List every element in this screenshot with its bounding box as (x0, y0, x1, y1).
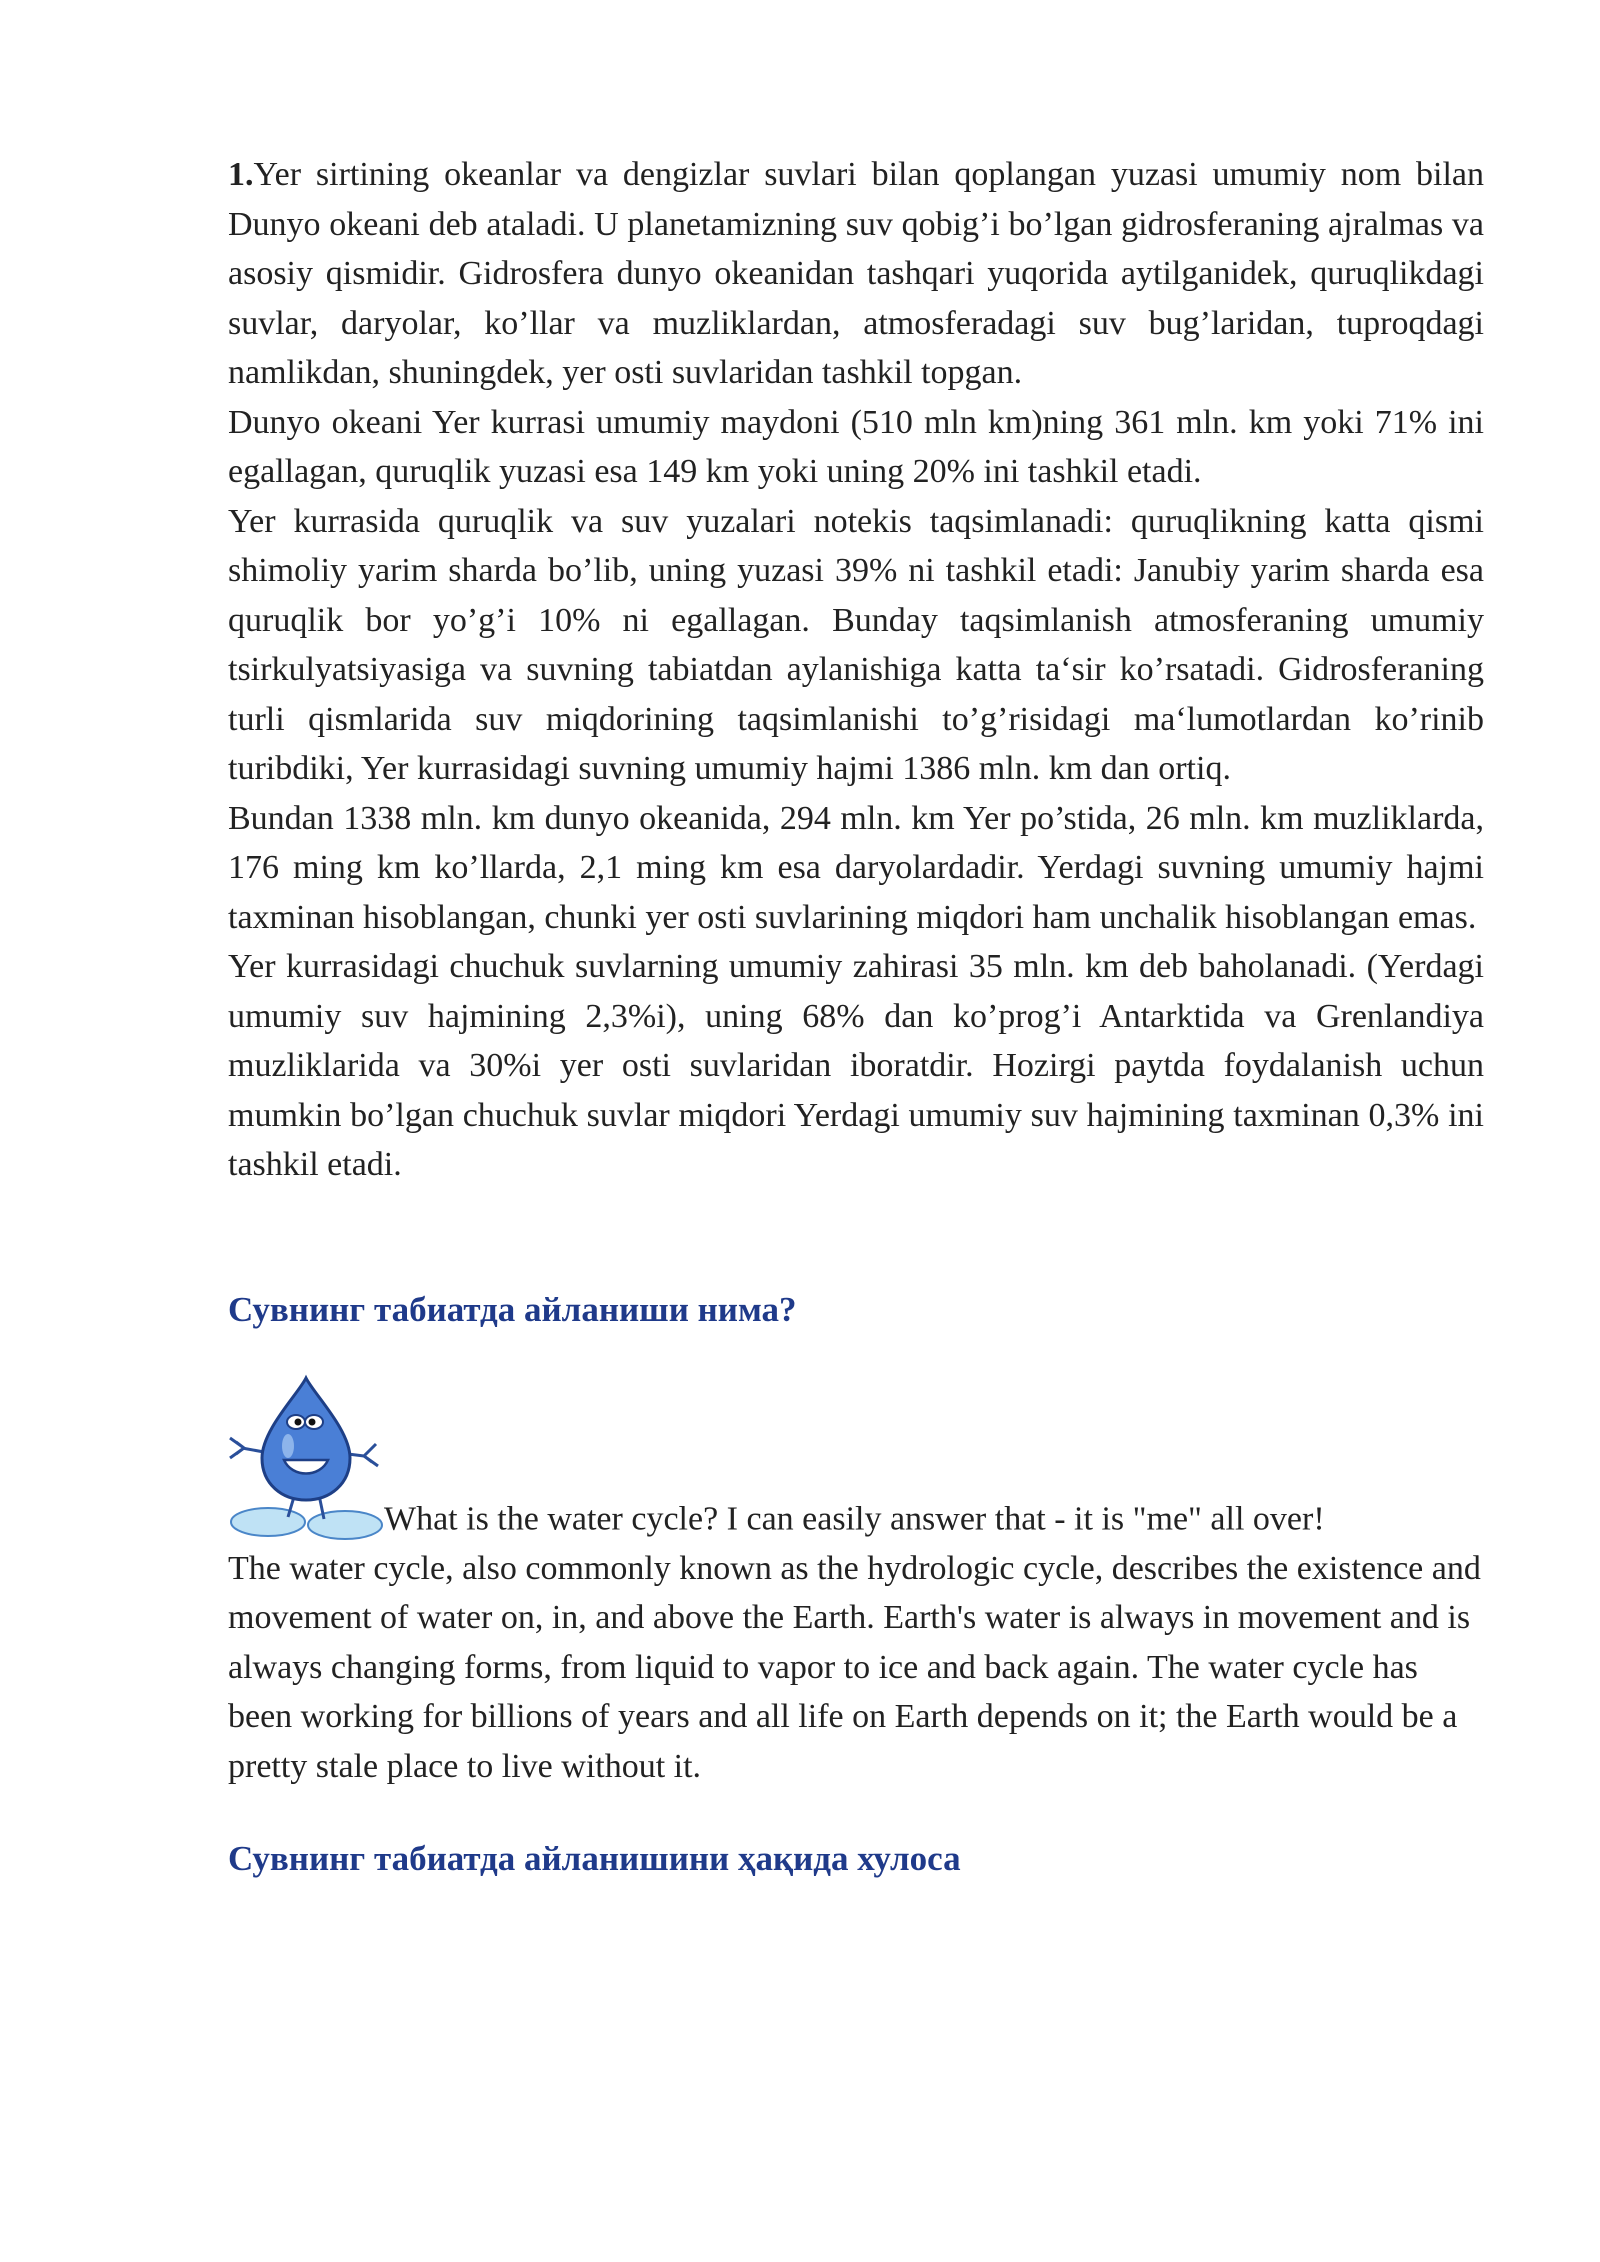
document-page (228, 150, 1484, 1883)
paragraph-water-cycle (228, 1372, 1484, 1792)
water-cycle-first-line: What is the water cycle? I can easily answer that - it is "me" all over! (384, 1500, 1325, 1537)
water-drop-mascot-icon (226, 1372, 384, 1544)
paragraph-ocean-area: Dunyo okeani Yer kurrasi umumiy maydoni (510 mln km)ning 361 mln. km yoki 71% ini egallagan, quruqlik yuzasi esa 149 km yoki uning 20% ini tashkil etadi. (228, 403, 1484, 490)
paragraph-intro (228, 150, 1484, 398)
water-cycle-block (228, 1372, 1484, 1792)
heading-water-cycle-conclusion: Сувнинг табиатда айланишини ҳақида хулоса (228, 1839, 961, 1878)
paragraph-intro-text: Yer sirtining okeanlar va dengizlar suvlari bilan qoplangan yuzasi umumiy nom bilan Dunyo okeani deb ataladi. U planetamizning suv qobig’i bo’lgan gidrosferaning ajralmas va asosiy qismidir. Gidrosfera dunyo okeanidan tashqari yuqorida aytilganidek, quruqlikdagi suvlar, daryolar, ko’llar va muzliklardan, atmosferadagi suv bug’laridan, tuproqdagi namlikdan, shuningdek, yer osti suvlaridan tashkil topgan. (228, 156, 1484, 391)
paragraph-fresh-water: Yer kurrasidagi chuchuk suvlarning umumiy zahirasi 35 mln. km deb baholanadi. (Yerdagi umumiy suv hajmining 2,3%i), uning 68% dan ko’prog’i Antarktida va Grenlandiya muzliklarida va 30%i yer osti suvlaridan iboratdir. Hozirgi paytda foydalanish uchun mumkin bo’lgan chuchuk suvlar miqdori Yerdagi umumiy suv hajmining taxminan 0,3% ini tashkil etadi. (228, 948, 1484, 1183)
paragraph-water-volumes: Bundan 1338 mln. km dunyo okeanida, 294 mln. km Yer po’stida, 26 mln. km muzliklarda, 176 ming km ko’llarda, 2,1 ming km esa daryolardadir. Yerdagi suvning umumiy hajmi taxminan hisoblangan, chunki yer osti suvlarining miqdori ham unchalik hisoblangan emas. (228, 799, 1484, 936)
section-number: 1. (228, 156, 254, 193)
paragraph-land-distribution: Yer kurrasida quruqlik va suv yuzalari notekis taqsimlanadi: quruqlikning katta qismi shimoliy yarim sharda bo’lib, uning yuzasi 39% ni tashkil etadi: Janubiy yarim sharda esa quruqlik bor yo’g’i 10% ni egallagan. Bunday taqsimlanish atmosferaning umumiy tsirkulyatsiyasiga va suvning tabiatdan aylanishiga katta ta‘sir ko’rsatadi. Gidrosferaning turli qismlarida suv miqdorining taqsimlanishi to’g’risidagi ma‘lumotlardan ko’rinib turibdiki, Yer kurrasidagi suvning umumiy hajmi 1386 mln. km dan ortiq. (228, 502, 1484, 787)
water-cycle-body: The water cycle, also commonly known as the hydrologic cycle, describes the existence and movement of water on, in, and above the Earth. Earth's water is always in movement and is always changing forms, from liquid to vapor to ice and back again. The water cycle has been working for billions of years and all life on Earth depends on it; the Earth would be a pretty stale place to live without it. (228, 1549, 1481, 1785)
heading-water-cycle-question: Сувнинг табиатда айланиши нима? (228, 1289, 797, 1329)
